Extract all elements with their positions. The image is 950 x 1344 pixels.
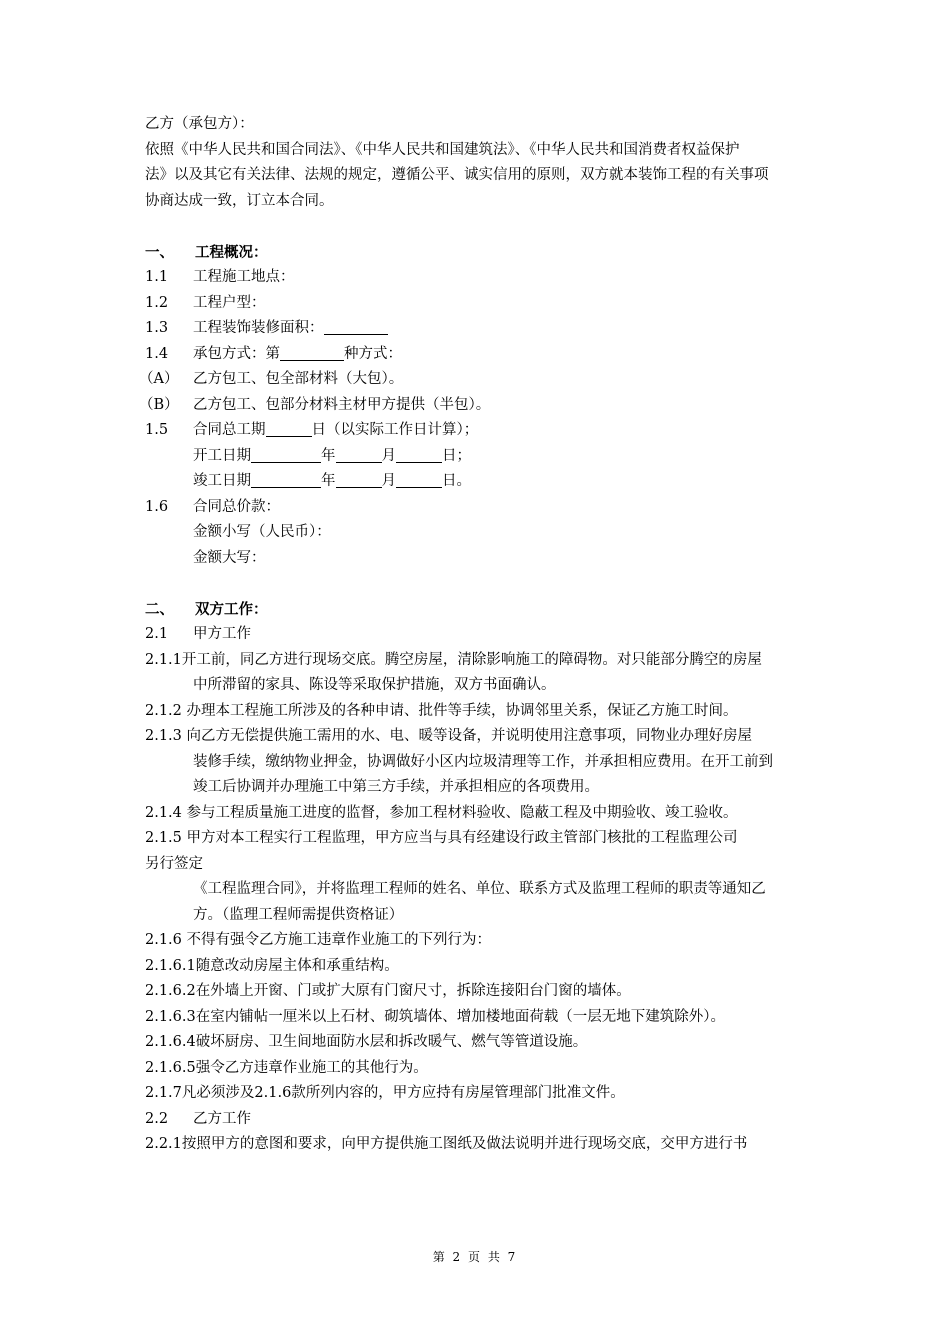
clause-2-1-6-3: 2.1.6.3在室内铺帖一厘米以上石材、砌筑墙体、增加楼地面荷载（一层无地下建筑除外）。	[145, 1008, 725, 1025]
end-date-label: 竣工日期	[193, 473, 251, 489]
end-month-blank	[336, 471, 382, 488]
basis-line-1: 依照《中华人民共和国合同法》、《中华人民共和国建筑法》、《中华人民共和国消费者权益保护	[145, 141, 740, 158]
clause-2-1-6-4: 2.1.6.4破坏厨房、卫生间地面防水层和拆改暖气、燃气等管道设施。	[145, 1034, 588, 1050]
duration-blank	[266, 420, 312, 437]
item-text: 工程户型：	[193, 294, 266, 311]
item-2-1	[145, 622, 815, 648]
amount-small-line: 金额小写（人民币）：	[193, 524, 331, 540]
start-year-blank	[251, 446, 321, 463]
item-number: 1.5	[145, 422, 169, 438]
option-a	[139, 367, 815, 393]
day-label: 日；	[442, 447, 471, 464]
spacer	[145, 571, 815, 597]
end-year-blank	[251, 471, 321, 488]
clause-2-1-1-line-2: 中所滞留的家具、陈设等采取保护措施，双方书面确认。	[193, 677, 556, 693]
page-footer: 第 2 页 共 7	[432, 1250, 518, 1264]
option-label: （A）	[139, 371, 179, 387]
item-1-3	[145, 316, 815, 342]
section-1-number: 一、	[145, 243, 174, 261]
amount-big-line: 金额大写：	[193, 549, 266, 566]
section-2-title: 双方工作：	[195, 600, 268, 618]
clause-2-1-5-line-4: 方。（监理工程师需提供资格证）	[193, 906, 404, 923]
clause-2-1-6-2: 2.1.6.2在外墙上开窗、门或扩大原有门窗尺寸，拆除连接阳台门窗的墙体。	[145, 983, 631, 999]
section-1-heading	[145, 240, 815, 266]
item-1-2	[145, 291, 815, 317]
clause-2-1-6: 2.1.6 不得有强令乙方施工违章作业施工的下列行为：	[145, 932, 492, 948]
item-text: 甲方工作	[193, 626, 251, 642]
year-label: 年	[321, 473, 336, 489]
option-label: （B）	[139, 396, 179, 413]
day-label: 日。	[442, 473, 471, 489]
party-b-line: 乙方（承包方）：	[145, 116, 254, 132]
item-number: 1.4	[145, 345, 169, 362]
clause-2-1-6-1: 2.1.6.1随意改动房屋主体和承重结构。	[145, 957, 399, 974]
item-number: 2.2	[145, 1110, 169, 1127]
item-number: 1.2	[145, 294, 169, 311]
document-page	[139, 112, 815, 1158]
end-day-blank	[396, 471, 442, 488]
item-text: 日（以实际工作日计算）；	[311, 422, 479, 438]
end-date-line	[145, 469, 815, 495]
basis-line-3: 协商达成一致，订立本合同。	[145, 192, 334, 209]
item-text: 工程装饰装修面积：	[193, 320, 324, 336]
month-label: 月	[381, 447, 396, 464]
item-number: 2.1	[145, 626, 169, 642]
contract-mode-blank	[280, 344, 344, 361]
item-text: 合同总工期	[193, 422, 266, 438]
clause-2-1-5-line-1: 2.1.5 甲方对本工程实行工程监理，甲方应当与具有经建设行政主管部门核批的工程监理公司	[145, 830, 738, 846]
start-date-label: 开工日期	[193, 447, 251, 464]
clause-2-1-4: 2.1.4 参与工程质量施工进度的监督，参加工程材料验收、隐蔽工程及中期验收、竣工验收。	[145, 804, 738, 821]
clause-2-1-3-line-3: 竣工后协调并办理施工中第三方手续，并承担相应的各项费用。	[193, 779, 599, 795]
section-2-number: 二、	[145, 600, 174, 618]
clause-2-1-3-line-2: 装修手续，缴纳物业押金，协调做好小区内垃圾清理等工作，并承担相应费用。在开工前到	[193, 753, 773, 770]
clause-2-1-1-line-1: 2.1.1开工前，同乙方进行现场交底。腾空房屋，清除影响施工的障碍物。对只能部分腾空的房屋	[145, 651, 762, 668]
start-date-line	[145, 444, 815, 470]
section-1-title: 工程概况：	[195, 243, 268, 261]
item-1-5	[145, 418, 815, 444]
clause-2-1-5-line-2: 另行签定	[145, 855, 203, 872]
clause-2-2-1: 2.2.1按照甲方的意图和要求，向甲方提供施工图纸及做法说明并进行现场交底，交甲方进行书	[145, 1136, 748, 1152]
month-label: 月	[381, 473, 396, 489]
section-2-heading	[145, 597, 815, 623]
item-text: 种方式：	[344, 345, 402, 362]
item-number: 1.3	[145, 320, 169, 336]
item-1-4	[145, 342, 815, 368]
item-1-1	[145, 265, 815, 291]
clause-2-1-7: 2.1.7凡必须涉及2.1.6款所列内容的，甲方应持有房屋管理部门批准文件。	[145, 1085, 625, 1101]
item-text: 承包方式：第	[193, 345, 280, 362]
clause-2-1-5-line-3: 《工程监理合同》，并将监理工程师的姓名、单位、联系方式及监理工程师的职责等通知乙	[193, 881, 766, 897]
item-text: 工程施工地点：	[193, 269, 295, 285]
option-text: 乙方包工、包全部材料（大包）。	[193, 371, 404, 387]
item-number: 1.6	[145, 498, 169, 515]
item-1-6	[145, 495, 815, 521]
start-month-blank	[336, 446, 382, 463]
basis-line-2: 法》以及其它有关法律、法规的规定，遵循公平、诚实信用的原则，双方就本装饰工程的有关事项	[145, 167, 769, 183]
item-number: 1.1	[145, 269, 169, 285]
clause-2-1-2: 2.1.2 办理本工程施工所涉及的各种申请、批件等手续，协调邻里关系，保证乙方施工时间。	[145, 702, 738, 719]
clause-2-1-3-line-1: 2.1.3 向乙方无偿提供施工需用的水、电、暖等设备，并说明使用注意事项，同物业办理好房屋	[145, 728, 752, 744]
option-b	[139, 393, 815, 419]
area-blank	[324, 318, 388, 335]
item-2-2	[145, 1107, 815, 1133]
option-text: 乙方包工、包部分材料主材甲方提供（半包）。	[193, 396, 491, 413]
year-label: 年	[321, 447, 336, 464]
item-text: 合同总价款：	[193, 498, 280, 515]
spacer	[145, 214, 815, 240]
start-day-blank	[396, 446, 442, 463]
clause-2-1-6-5: 2.1.6.5强令乙方违章作业施工的其他行为。	[145, 1059, 428, 1076]
item-text: 乙方工作	[193, 1110, 251, 1127]
